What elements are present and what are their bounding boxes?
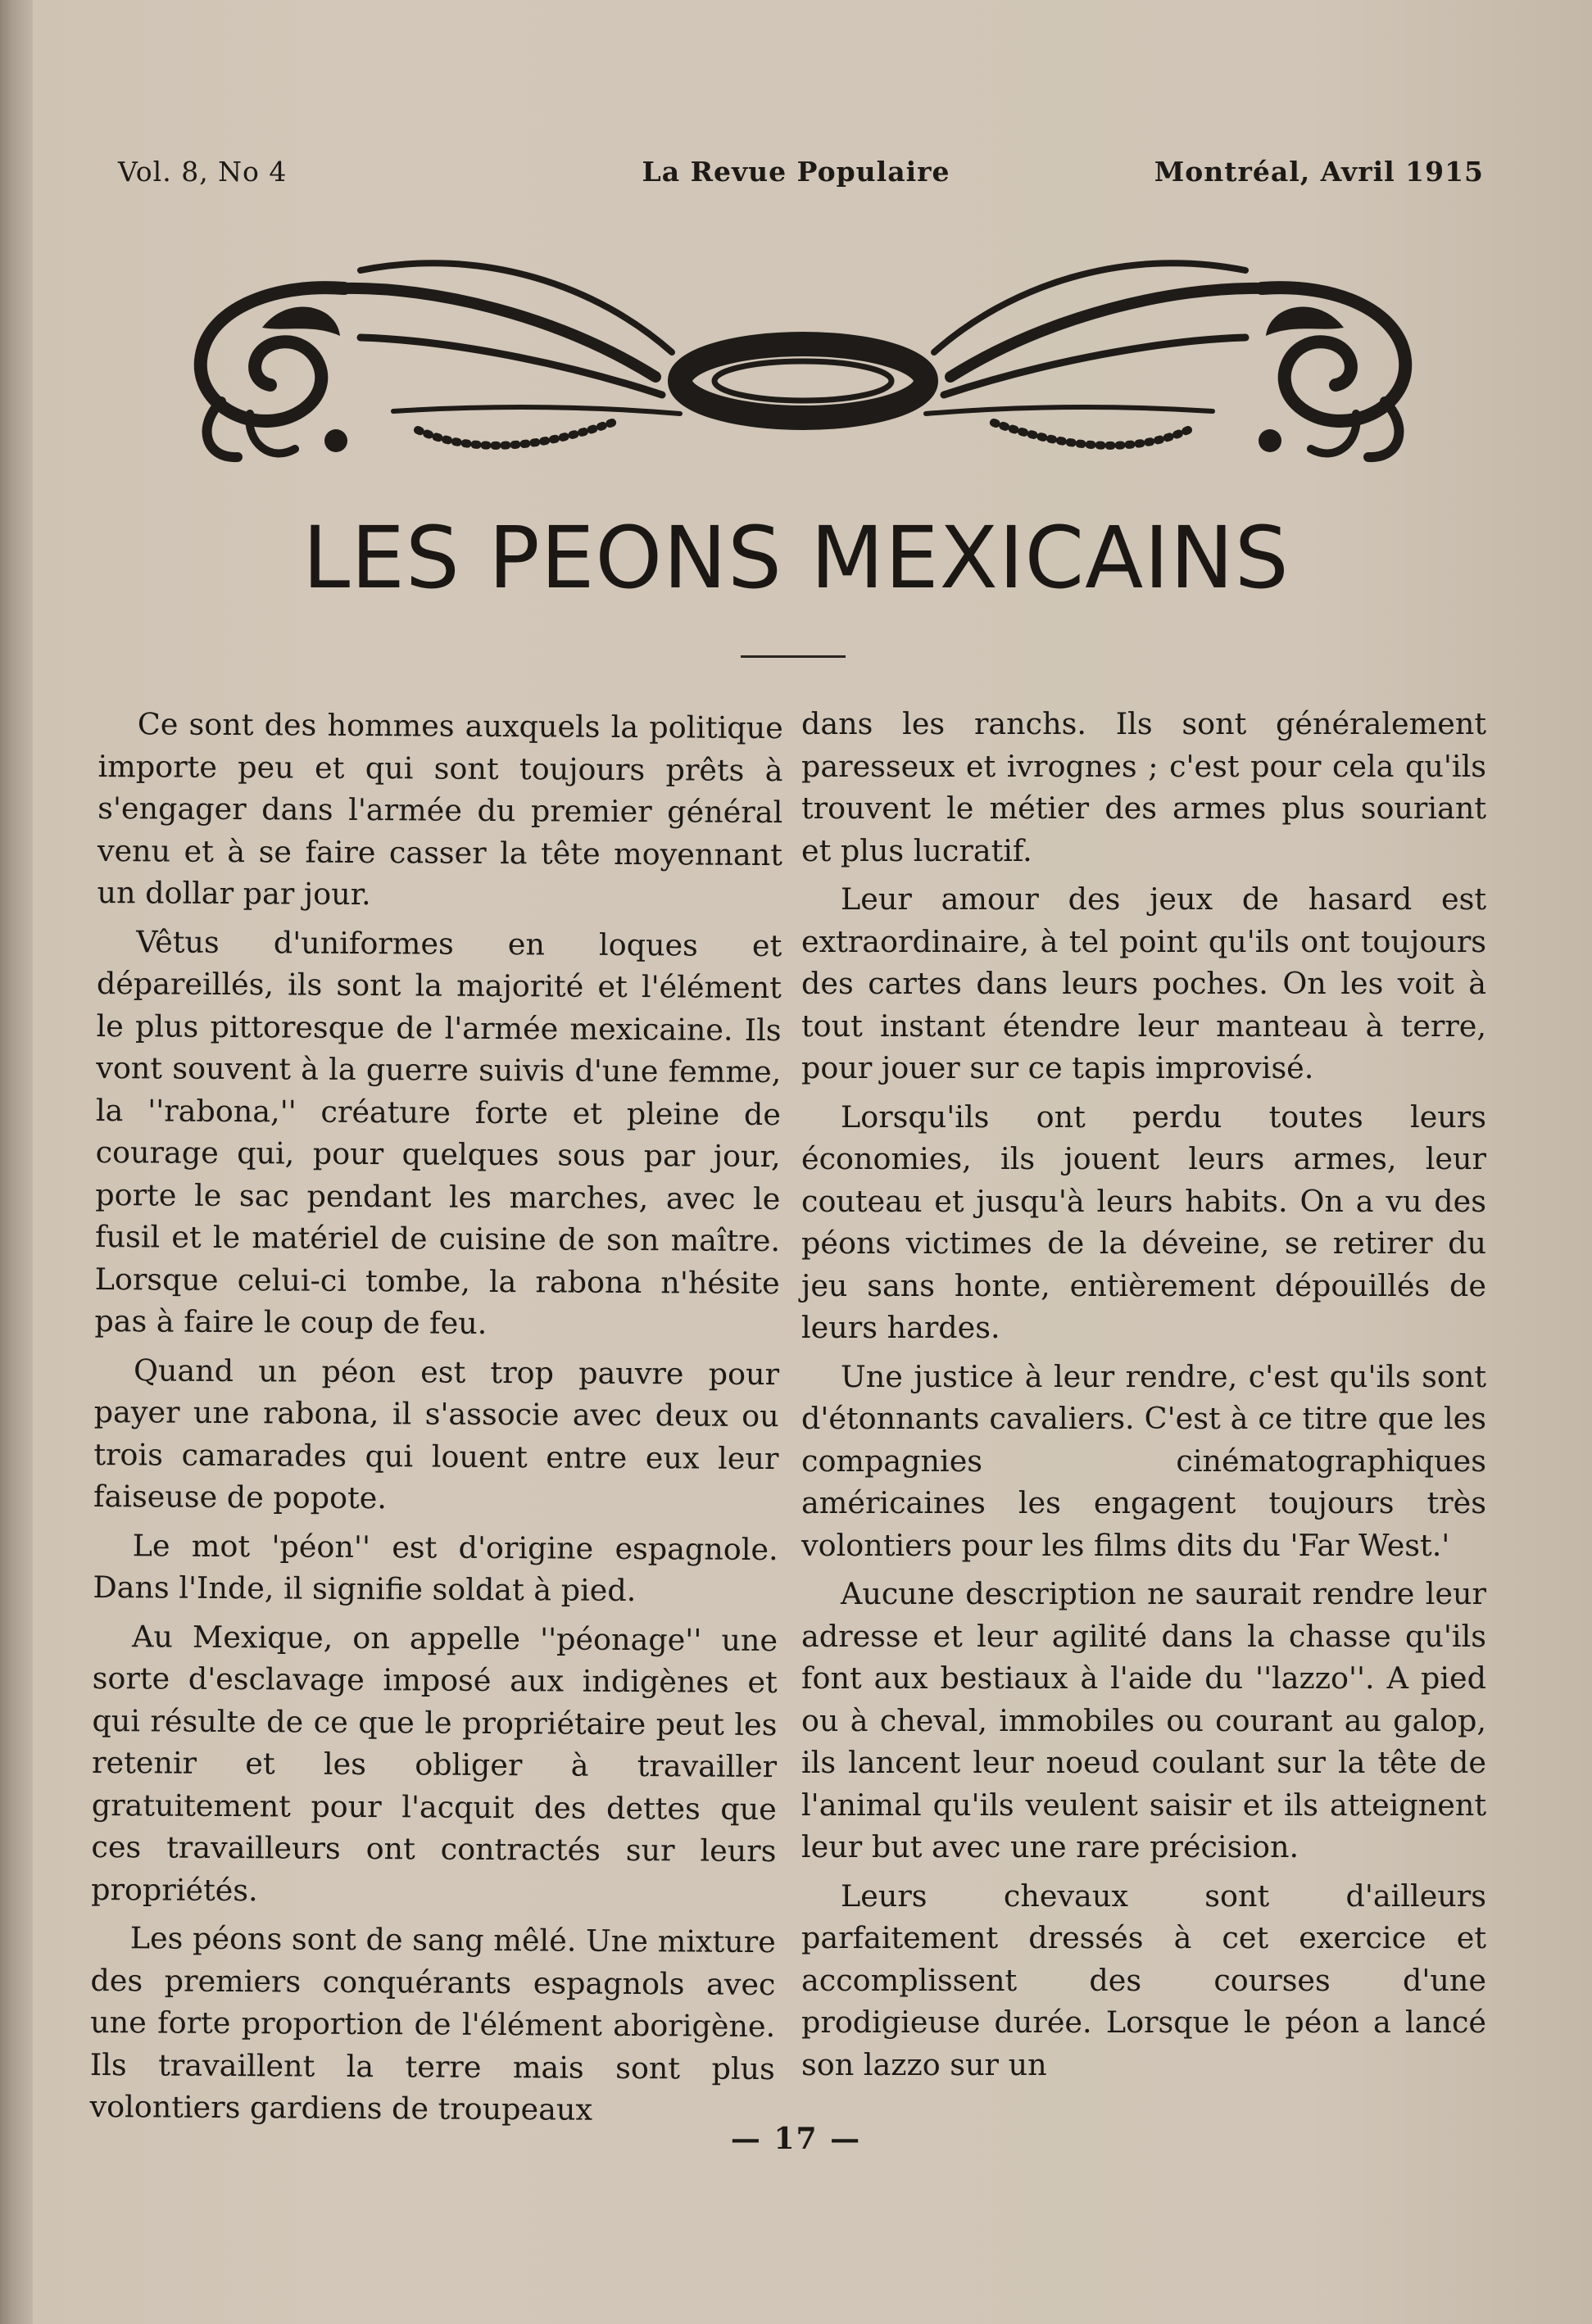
- paragraph: Leur amour des jeux de hasard est extraordinaire, à tel point qu'ils ont toujours des cartes dans leurs poches. On les voit à tout instant étendre leur manteau à terre, pour jouer sur ce tapis improvisé.: [801, 881, 1486, 1085]
- paragraph: Le mot 'péon'' est d'origine espagnole. Dans l'Inde, il signifie soldat à pied.: [93, 1527, 778, 1609]
- paragraph: Ce sont des hommes auxquels la politique importe peu et qui sont toujours prêts à s'engager dans l'armée du premier général venu et à se faire casser la tête moyennant un dollar par jour.: [97, 706, 783, 913]
- volume-number: Vol. 8, No 4: [118, 156, 288, 188]
- paragraph: Leurs chevaux sont d'ailleurs parfaitement dressés à cet exercice et accomplissent des courses d'une prodigieuse durée. Lorsque le péon a lancé son lazzo sur un: [801, 1878, 1486, 2082]
- article-title: LES PEONS MEXICAINS: [302, 508, 1290, 608]
- paragraph: Lorsqu'ils ont perdu toutes leurs économies, ils jouent leurs armes, leur couteau et jusqu'à leurs habits. On a vu des péons victimes de la déveine, se retirer du jeu sans honte, entièrement dépouillés de leurs hardes.: [801, 1099, 1486, 1345]
- page-number: — 17 —: [730, 2122, 862, 2156]
- paragraph: Une justice à leur rendre, c'est qu'ils sont d'étonnants cavaliers. C'est à ce titre que les compagnies cinématographiques américaines les engagent toujours très volontiers pour les films dits du 'Far West.': [801, 1358, 1486, 1563]
- right-column: [801, 703, 1486, 2092]
- paragraph: Quand un péon est trop pauvre pour payer une rabona, il s'associe avec deux ou trois camarades qui louent entre eux leur faiseuse de popote.: [93, 1352, 780, 1516]
- paragraph: Au Mexique, on appelle ''péonage'' une sorte d'esclavage imposé aux indigènes et qui résulte de ce que le propriétaire peut les retenir et les obliger à travailler gratuitement pour l'acquit des dettes que ces travailleurs ont contractés sur leurs propriétés.: [91, 1618, 778, 1908]
- paragraph: Vêtus d'uniformes en loques et dépareillés, ils sont la majorité et l'élément le plus pittoresque de l'armée mexicaine. Ils vont souvent à la guerre suivis d'une femme, la ''rabona,'' créature forte et pleine de courage qui, pour quelques sous par jour, porte le sac pendant les marches, avec le fusil et le matériel de cuisine de son maître. Lorsque celui-ci tombe, la rabona n'hésite pas à faire le coup de feu.: [94, 923, 782, 1341]
- title-rule: [741, 655, 846, 658]
- paragraph: dans les ranchs. Ils sont généralement paresseux et ivrognes ; c'est pour cela qu'ils trouvent le métier des armes plus souriant et plus lucratif.: [801, 706, 1486, 868]
- binding-edge: [0, 0, 33, 2324]
- publication-name: La Revue Populaire: [642, 156, 950, 188]
- decorative-ornament: [172, 238, 1434, 475]
- place-date: Montréal, Avril 1915: [1154, 156, 1484, 188]
- paragraph: Les péons sont de sang mêlé. Une mixture des premiers conquérants espagnols avec une forte proportion de l'élément aborigène. Ils travaillent la terre mais sont plus volontiers gardiens de troupeaux: [89, 1920, 776, 2127]
- left-column: [89, 703, 783, 2139]
- paragraph: Aucune description ne saurait rendre leur adresse et leur agilité dans la chasse qu'ils font aux bestiaux à l'aide du ''lazzo''. A pied ou à cheval, immobiles ou courant au galop, ils lancent leur noeud coulant sur la tête de l'animal qu'ils veulent saisir et ils atteignent leur but avec une rare précision.: [801, 1576, 1486, 1864]
